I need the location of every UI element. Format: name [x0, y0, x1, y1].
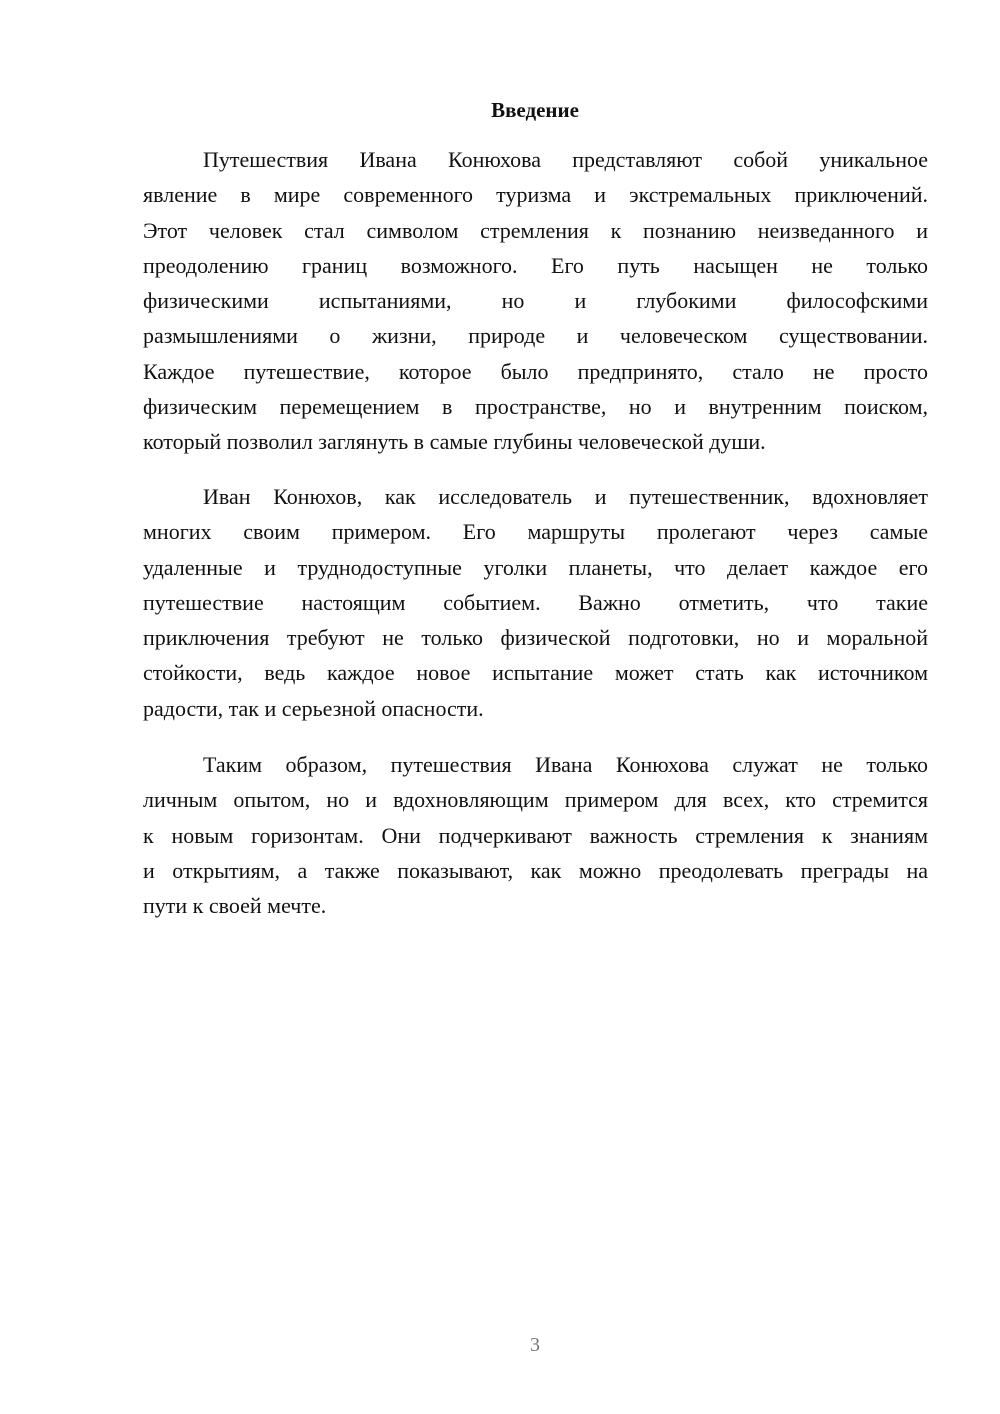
paragraph-3	[143, 747, 928, 923]
text-line: Иван Конюхов, как исследователь и путешественник, вдохновляет	[203, 484, 928, 509]
text-line: радости, так и серьезной опасности.	[143, 695, 484, 721]
text-line: физическими испытаниями, но и глубокими философскими	[143, 288, 928, 314]
text-line: явление в мире современного туризма и экстремальных приключений.	[143, 182, 928, 208]
paragraph-1	[143, 142, 928, 460]
text-line: который позволил заглянуть в самые глубины человеческой души.	[143, 429, 766, 455]
text-line: пути к своей мечте.	[143, 893, 327, 919]
text-line: многих своим примером. Его маршруты пролегают через самые	[143, 519, 928, 545]
text-line: приключения требуют не только физической подготовки, но и моральной	[143, 625, 928, 651]
text-line: преодолению границ возможного. Его путь насыщен не только	[143, 252, 928, 278]
text-line: Каждое путешествие, которое было предпринято, стало не просто	[143, 358, 928, 384]
text-line: стойкости, ведь каждое новое испытание может стать как источником	[143, 660, 928, 686]
text-line: размышлениями о жизни, природе и человеческом существовании.	[143, 323, 928, 349]
paragraph-2	[143, 479, 928, 726]
section-title: Введение	[491, 98, 579, 122]
text-line: к новым горизонтам. Они подчеркивают важность стремления к знаниям	[143, 822, 928, 848]
text-line: физическим перемещением в пространстве, но и внутренним поиском,	[143, 394, 928, 420]
page-number: 3	[530, 1334, 540, 1356]
text-line: Путешествия Ивана Конюхова представляют собой уникальное	[203, 147, 928, 172]
text-line: Таким образом, путешествия Ивана Конюхова служат не только	[203, 752, 928, 777]
text-line: личным опытом, но и вдохновляющим примером для всех, кто стремится	[143, 787, 928, 813]
text-line: и открытиям, а также показывают, как можно преодолевать преграды на	[143, 857, 928, 883]
text-line: удаленные и труднодоступные уголки планеты, что делает каждое его	[143, 554, 928, 580]
text-line: Этот человек стал символом стремления к познанию неизведанного и	[143, 217, 928, 243]
text-line: путешествие настоящим событием. Важно отметить, что такие	[143, 589, 928, 615]
